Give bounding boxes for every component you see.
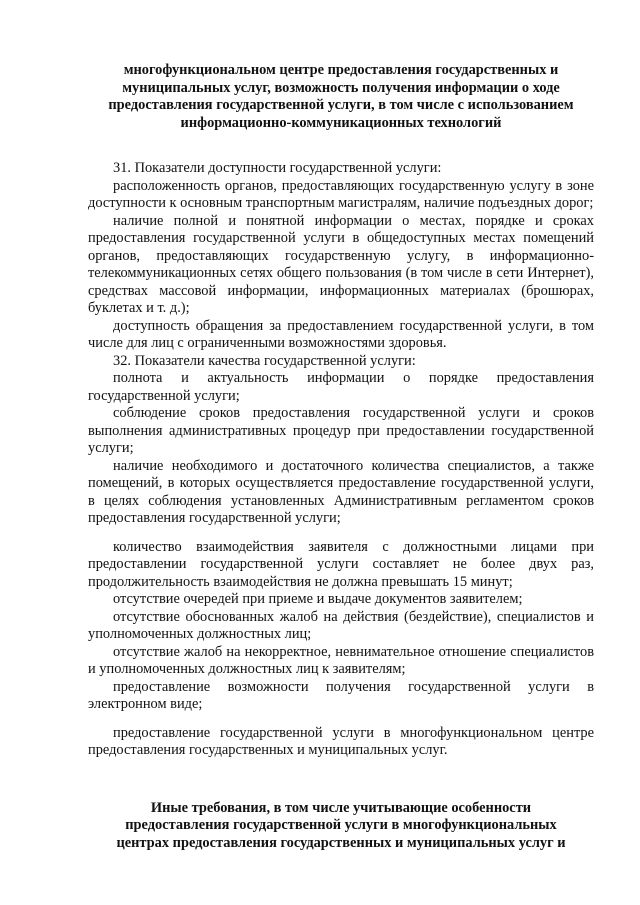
paragraph-queues: отсутствие очередей при приеме и выдаче документов заявителем;: [113, 591, 523, 607]
paragraph-staff: наличие необходимого и достаточного количества специалистов, а также помещений, в которых осуществляется предоставление государственной услуги, в целях соблюдения установленных Административным регламентом сроков предоставления государственной услуги;: [88, 457, 594, 526]
heading-line: многофункциональном центре предоставления государственных и: [123, 62, 559, 78]
paragraph-complaints: отсутствие обоснованных жалоб на действия (бездействие), специалистов и уполномоченных должностных лиц;: [88, 608, 594, 642]
heading-line: Иные требования, в том числе учитывающие особенности: [150, 799, 532, 816]
heading-line: информационно-коммуникационных технологий: [180, 114, 502, 131]
section-heading-bottom: [88, 800, 594, 853]
document-body: [88, 160, 594, 760]
paragraph-information: наличие полной и понятной информации о местах, порядке и сроках предоставления государственной услуги в общедоступных местах помещений органов, предоставляющих государственную услугу, в информационно-телекоммуникационных сетях общего пользования (в том числе в сети Интернет), средствах массовой информации, информационных материалах (брошюрах, буклетах и т. д.);: [88, 212, 594, 316]
heading-line: предоставления государственной услуги, в том числе с использованием: [108, 97, 574, 113]
paragraph-31-title: 31. Показатели доступности государственной услуги:: [113, 160, 442, 176]
heading-line: центрах предоставления государственных и муниципальных услуг и: [116, 834, 566, 851]
paragraph-location: расположенность органов, предоставляющих государственную услугу в зоне доступности к основным транспортным магистралям, наличие подъездных дорог;: [88, 177, 594, 211]
paragraph-accessibility: доступность обращения за предоставлением государственной услуги, в том числе для лиц с ограниченными возможностями здоровья.: [88, 317, 594, 351]
heading-line: муниципальных услуг, возможность получения информации о ходе: [122, 79, 560, 96]
paragraph-deadlines: соблюдение сроков предоставления государственной услуги и сроков выполнения административных процедур при предоставлении государственной услуги;: [88, 405, 594, 456]
paragraph-32-title: 32. Показатели качества государственной услуги:: [113, 352, 416, 369]
section-heading-top: [88, 62, 594, 132]
heading-line: предоставления государственной услуги в многофункциональных: [125, 817, 557, 833]
document-page: [88, 62, 594, 852]
paragraph-interactions: количество взаимодействия заявителя с должностными лицами при предоставлении государственной услуги составляет не более двух раз, продолжительность взаимодействия не должна превышать 15 минут;: [88, 538, 594, 590]
paragraph-electronic: предоставление возможности получения государственной услуги в электронном виде;: [88, 678, 594, 712]
paragraph-mfc: предоставление государственной услуги в многофункциональном центре предоставления государственных и муниципальных услуг.: [88, 724, 594, 758]
paragraph-completeness: полнота и актуальность информации о порядке предоставления государственной услуги;: [88, 370, 594, 404]
paragraph-no-complaints: отсутствие жалоб на некорректное, невнимательное отношение специалистов и уполномоченных должностных лиц к заявителям;: [88, 643, 594, 677]
